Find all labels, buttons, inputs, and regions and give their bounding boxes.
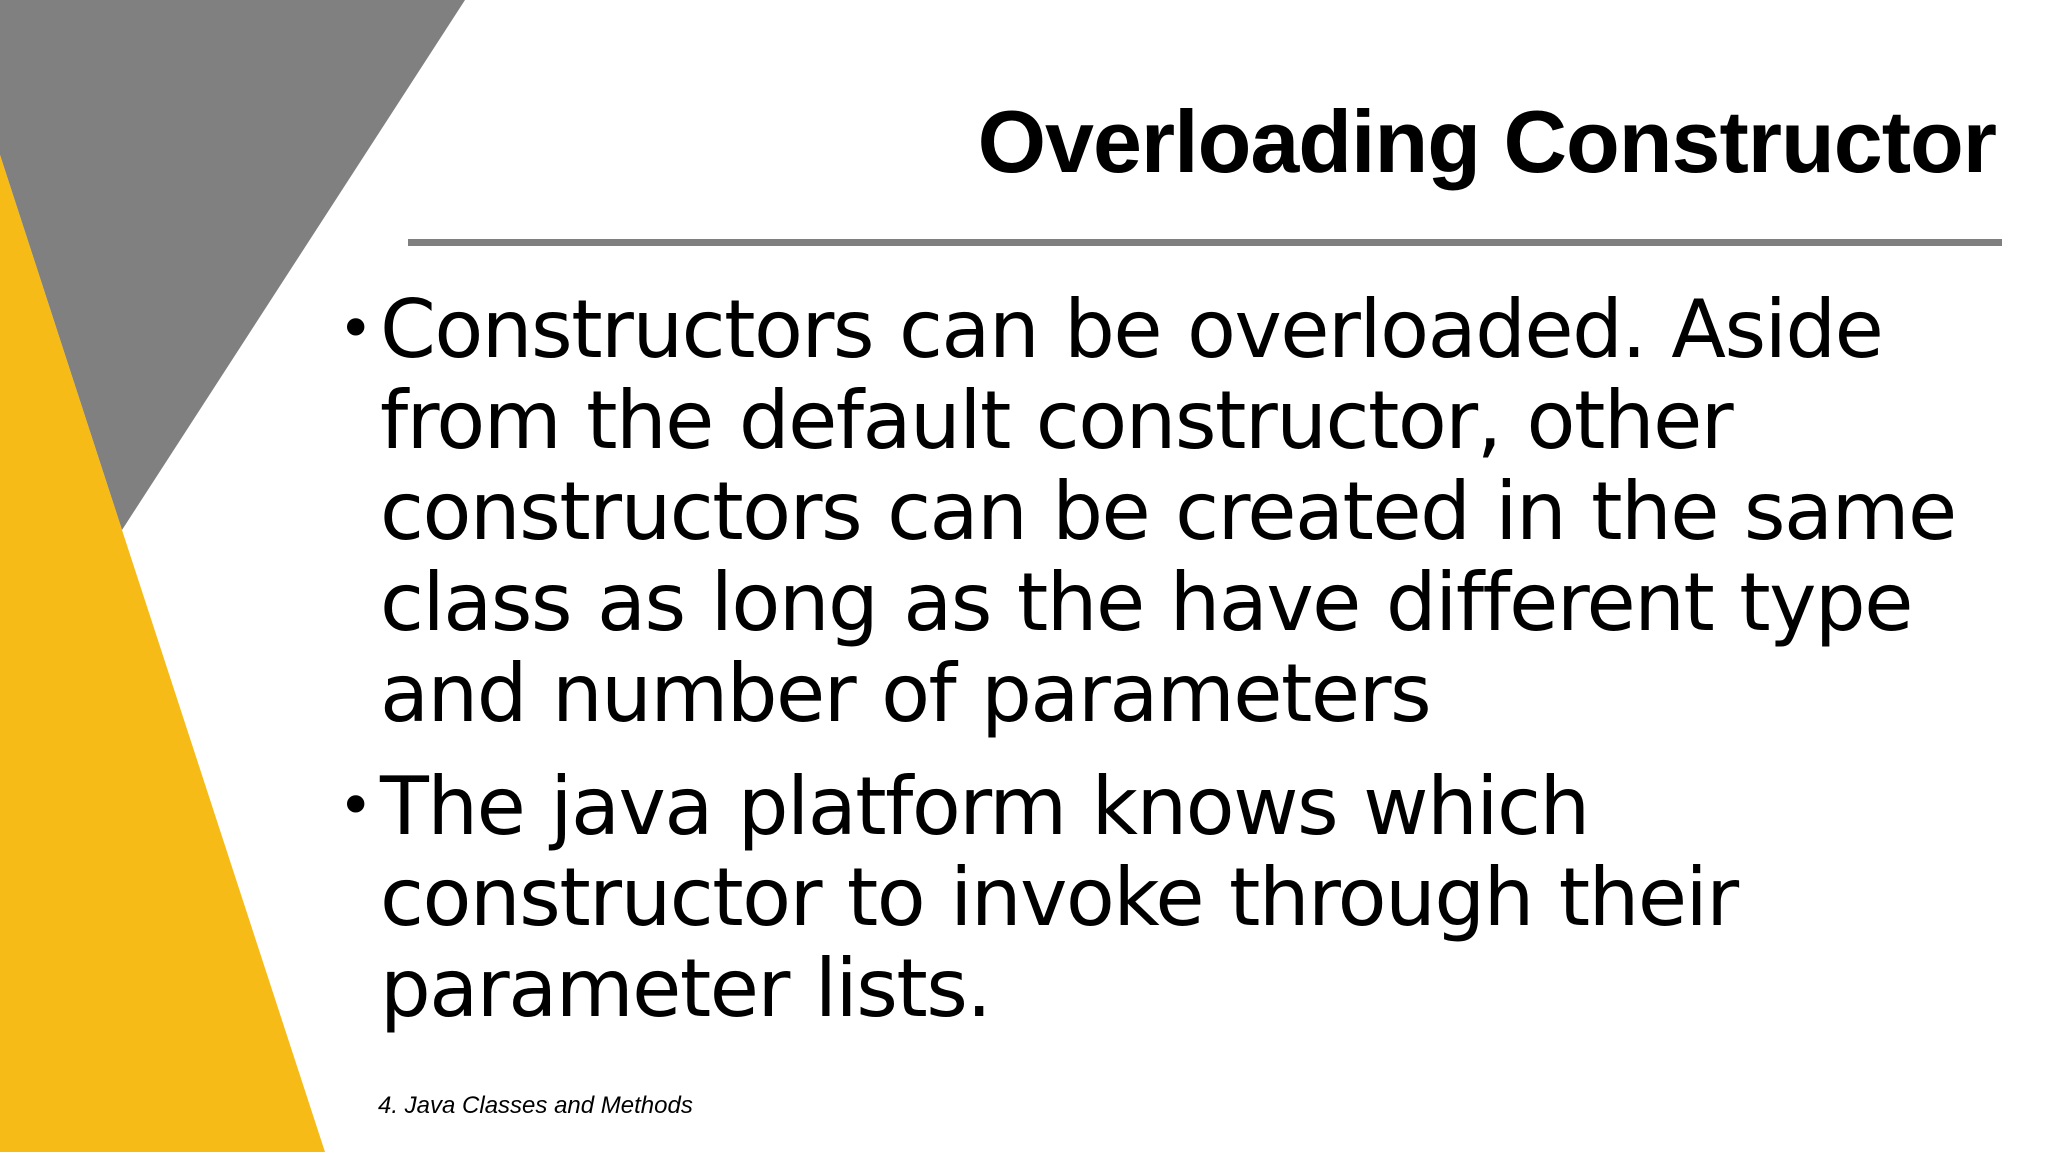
bullet-text: Constructors can be overloaded. Aside from the default constructor, other constructors can be created in the same class as long as the have different type and number of parameters [380, 283, 1956, 740]
slide-title: Overloading Constructor [977, 92, 1996, 191]
slide-footer: 4. Java Classes and Methods [378, 1092, 693, 1119]
title-divider [408, 239, 2002, 246]
bullet-dot-icon: • [338, 294, 372, 364]
bullet-item [338, 761, 1998, 1034]
bullet-text: The java platform knows which constructor to invoke through their parameter lists. [380, 760, 1738, 1035]
bullet-list [338, 284, 1998, 1056]
bullet-item [338, 284, 1998, 739]
bullet-dot-icon: • [338, 771, 372, 841]
